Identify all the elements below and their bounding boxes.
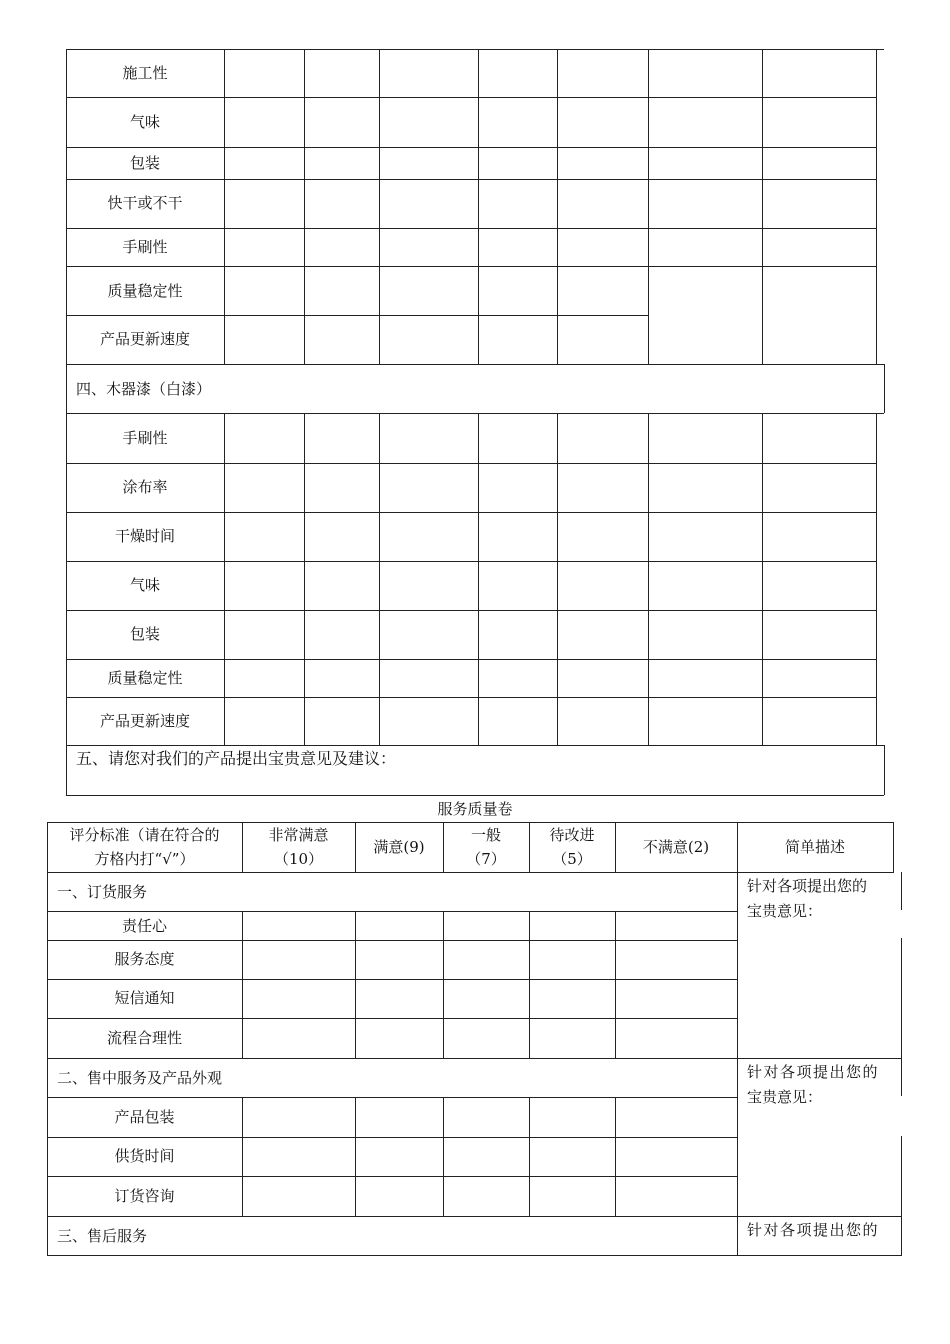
row-label-construction: 施工性 [122, 64, 168, 82]
header-very-satisfied-score: （10） [273, 850, 324, 868]
row-label-brushability: 手刷性 [122, 238, 168, 256]
row-label-update-speed: 产品更新速度 [99, 330, 190, 348]
row-label-brushability: 手刷性 [122, 429, 168, 447]
row-label-drying: 快干或不干 [107, 194, 183, 212]
row-label-drying-time: 干燥时间 [114, 527, 175, 545]
row-label-packaging: 包装 [129, 625, 160, 643]
service-item-process: 流程合理性 [106, 1029, 182, 1047]
service-item-sms-notification: 短信通知 [114, 989, 175, 1007]
service-section-2-title: 二、售中服务及产品外观 [57, 1069, 223, 1087]
row-label-odor: 气味 [129, 576, 160, 594]
service-item-delivery-time: 供货时间 [114, 1147, 175, 1165]
service-item-order-consultation: 订货咨询 [114, 1187, 175, 1205]
comment-prompt-2: 针对各项提出您的 [747, 1063, 880, 1081]
header-satisfied: 满意(9) [373, 838, 425, 856]
header-needs-improvement-score: （5） [552, 850, 592, 868]
service-item-responsibility: 责任心 [121, 917, 167, 935]
section-4-title: 四、木器漆（白漆） [76, 380, 212, 398]
section-5-title: 五、请您对我们的产品提出宝贵意见及建议： [76, 749, 397, 768]
header-criteria-line1: 评分标准（请在符合的 [69, 826, 220, 844]
comment-prompt-2-line2: 宝贵意见： [747, 1088, 823, 1106]
row-label-coverage-rate: 涂布率 [122, 478, 168, 496]
header-description: 简单描述 [784, 838, 845, 856]
header-average: 一般 [470, 826, 501, 844]
service-section-1-title: 一、订货服务 [57, 883, 148, 901]
suggestion-input-area[interactable] [67, 770, 883, 794]
comment-prompt-1: 针对各项提出您的 [747, 877, 868, 895]
row-label-quality-stability: 质量稳定性 [107, 669, 183, 687]
header-criteria-line2: 方格内打“√”） [94, 850, 195, 868]
comment-prompt-1-line2: 宝贵意见： [747, 902, 823, 920]
header-unsatisfied: 不满意(2) [642, 838, 710, 856]
row-label-odor: 气味 [129, 113, 160, 131]
row-label-quality-stability: 质量稳定性 [107, 282, 183, 300]
service-table-title: 服务质量卷 [437, 800, 513, 818]
header-very-satisfied: 非常满意 [268, 826, 329, 844]
row-label-packaging: 包装 [129, 154, 160, 172]
service-section-3-title: 三、售后服务 [57, 1227, 148, 1245]
row-label-update-speed: 产品更新速度 [99, 712, 190, 730]
service-item-product-packaging: 产品包装 [114, 1108, 175, 1126]
header-average-score: （7） [466, 850, 506, 868]
header-needs-improvement: 待改进 [549, 826, 595, 844]
service-item-attitude: 服务态度 [114, 950, 175, 968]
comment-prompt-3: 针对各项提出您的 [747, 1221, 880, 1239]
